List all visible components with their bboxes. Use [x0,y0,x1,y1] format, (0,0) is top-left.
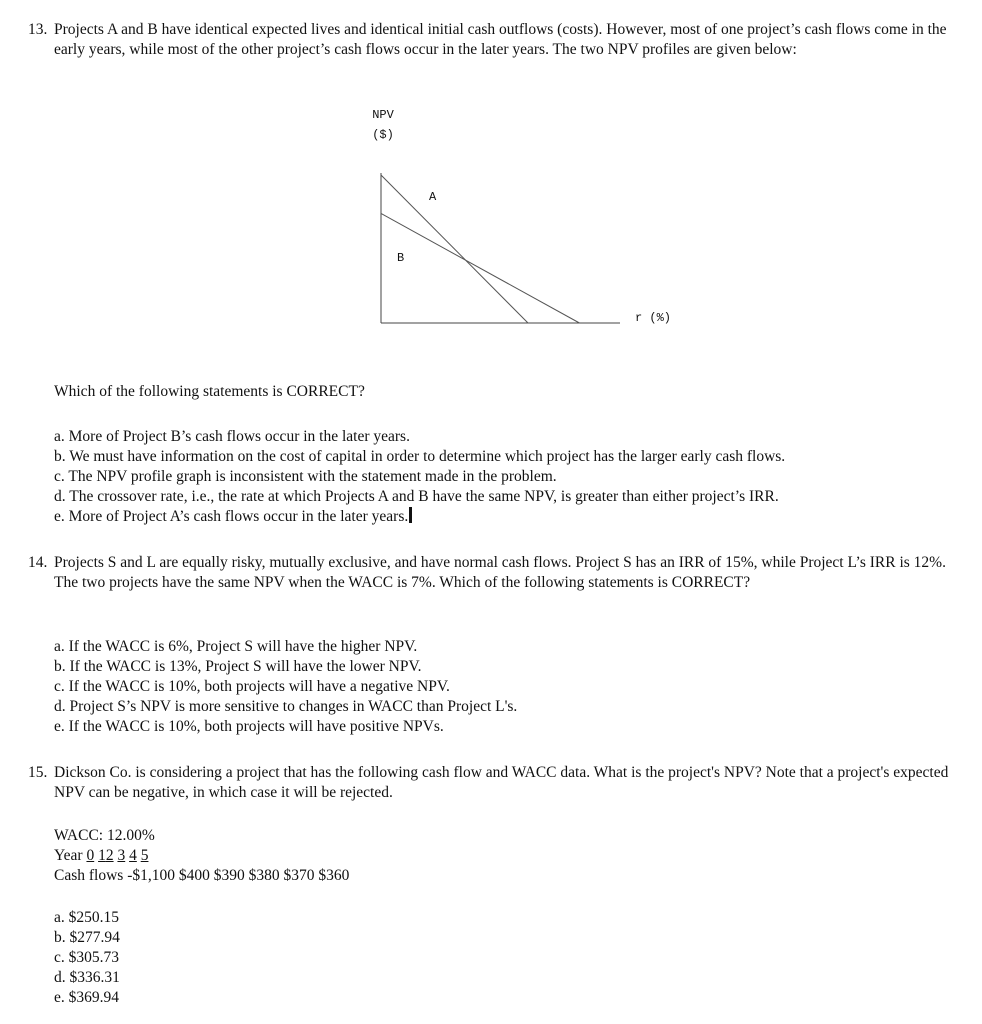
year-label: Year [54,847,83,864]
question-15-text: Dickson Co. is considering a project that has the following cash flow and WACC data. What is the project's NPV? Note that a project's expected NPV can be negative, in which case it will be rejected. [54,764,949,801]
question-15-number: 15. [28,764,48,781]
question-13 [28,20,964,60]
q13-option-b[interactable]: b. We must have information on the cost of capital in order to determine which project has the larger early cash flows. [54,448,786,465]
q15-option-d[interactable]: d. $336.31 [54,969,120,986]
q13-option-c[interactable]: c. The NPV profile graph is inconsistent with the statement made in the problem. [54,468,557,485]
q15-option-b[interactable]: b. $277.94 [54,929,120,946]
y-axis-label-dollar: ($) [372,128,394,142]
question-13-options [54,427,964,527]
question-13-text: Projects A and B have identical expected lives and identical initial cash outflows (costs). However, most of one project’s cash flows come in the early years, while most of the other project’s cash flows occur in the later years. The two NPV profiles are given below: [54,21,947,58]
year-3: 3 [117,847,126,864]
npv-profile-chart [340,100,720,335]
year-0: 0 [86,847,95,864]
year-2: 2 [105,847,114,864]
q13-option-d[interactable]: d. The crossover rate, i.e., the rate at which Projects A and B have the same NPV, is greater than either project’s IRR. [54,488,779,505]
series-label-b: B [397,251,405,265]
q15-option-e[interactable]: e. $369.94 [54,989,120,1006]
question-15 [28,763,964,803]
q15-option-a[interactable]: a. $250.15 [54,909,120,926]
series-line-b [381,213,579,323]
wacc-line: WACC: 12.00% [54,827,155,844]
year-5: 5 [140,847,149,864]
question-14 [28,553,964,593]
year-line [54,846,964,866]
year-4: 4 [129,847,137,864]
question-14-text: Projects S and L are equally risky, mutually exclusive, and have normal cash flows. Project S has an IRR of 15%, while Project L’s IRR is 12%. The two projects have the same NPV when the WACC is 7%. Which of the following statements is CORRECT? [54,554,946,591]
cash-flows-line: Cash flows -$1,100 $400 $390 $380 $370 $360 [54,867,350,884]
q14-option-c[interactable]: c. If the WACC is 10%, both projects will have a negative NPV. [54,678,450,695]
x-axis-label: r (%) [635,311,672,325]
y-axis-label-npv: NPV [372,108,394,122]
q15-option-c[interactable]: c. $305.73 [54,949,120,966]
series-line-a [381,175,528,323]
question-13-prompt: Which of the following statements is CORRECT? [54,383,365,400]
q14-option-d[interactable]: d. Project S’s NPV is more sensitive to changes in WACC than Project L's. [54,698,518,715]
q13-option-e-text: e. More of Project A’s cash flows occur in the later years. [54,508,409,525]
q14-option-a[interactable]: a. If the WACC is 6%, Project S will have the higher NPV. [54,638,418,655]
q14-option-e[interactable]: e. If the WACC is 10%, both projects will have positive NPVs. [54,718,444,735]
question-14-number: 14. [28,554,48,571]
text-cursor [409,507,412,523]
question-14-options [54,637,964,737]
q13-option-e[interactable] [54,507,964,527]
q14-option-b[interactable]: b. If the WACC is 13%, Project S will have the lower NPV. [54,658,422,675]
q13-option-a[interactable]: a. More of Project B’s cash flows occur in the later years. [54,428,410,445]
question-15-options [54,908,964,1008]
question-15-data [54,826,964,886]
series-label-a: A [429,190,437,204]
question-13-number: 13. [28,21,48,38]
year-1: 1 [98,847,106,864]
